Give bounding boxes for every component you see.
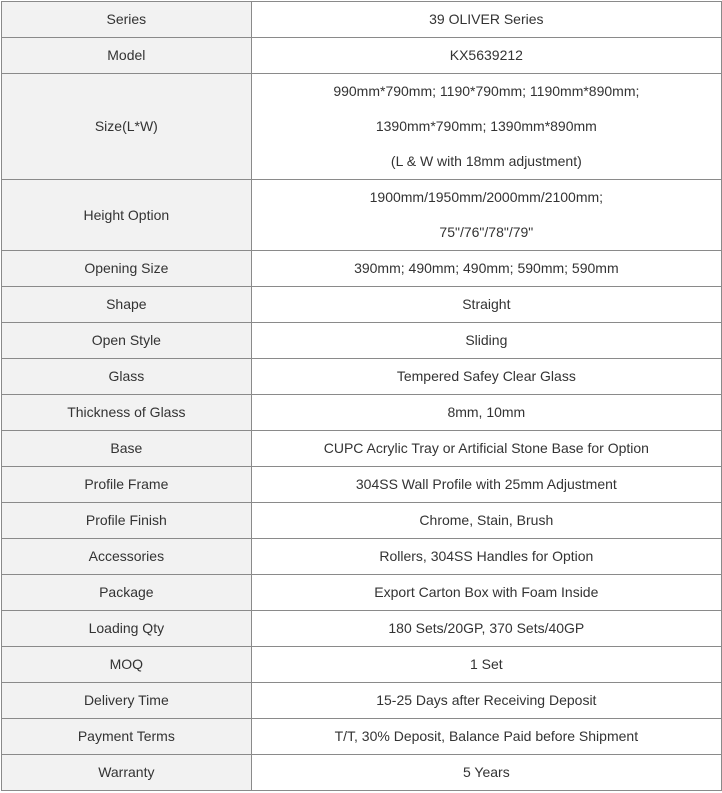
table-row-profile-frame: [2, 467, 722, 503]
profile-finish-label: Profile Finish: [2, 503, 252, 539]
series-label: Series: [2, 2, 252, 38]
table-row-size: [2, 74, 722, 180]
table-row-package: [2, 575, 722, 611]
shape-value: Straight: [251, 287, 721, 323]
table-row-delivery-time: [2, 683, 722, 719]
table-row-series: [2, 2, 722, 38]
size-value: [251, 74, 721, 180]
base-label: Base: [2, 431, 252, 467]
table-row-thickness: [2, 395, 722, 431]
base-value: CUPC Acrylic Tray or Artificial Stone Base for Option: [251, 431, 721, 467]
size-value-note: (L & W with 18mm adjustment): [390, 153, 582, 169]
glass-label: Glass: [2, 359, 252, 395]
delivery-time-label: Delivery Time: [2, 683, 252, 719]
warranty-value: 5 Years: [251, 755, 721, 791]
warranty-label: Warranty: [2, 755, 252, 791]
loading-qty-value: 180 Sets/20GP, 370 Sets/40GP: [251, 611, 721, 647]
table-row-accessories: [2, 539, 722, 575]
accessories-value: Rollers, 304SS Handles for Option: [251, 539, 721, 575]
opening-size-value: 390mm; 490mm; 490mm; 590mm; 590mm: [251, 251, 721, 287]
height-option-label: Height Option: [2, 180, 252, 251]
table-row-height-option: [2, 180, 722, 251]
open-style-label: Open Style: [2, 323, 252, 359]
loading-qty-label: Loading Qty: [2, 611, 252, 647]
delivery-time-value: 15-25 Days after Receiving Deposit: [251, 683, 721, 719]
table-row-model: [2, 38, 722, 74]
table-row-opening-size: [2, 251, 722, 287]
height-option-value-line: 1900mm/1950mm/2000mm/2100mm;: [369, 189, 604, 205]
table-row-base: [2, 431, 722, 467]
size-value-line: 1390mm*790mm; 1390mm*890mm: [375, 118, 597, 134]
table-row-loading-qty: [2, 611, 722, 647]
package-label: Package: [2, 575, 252, 611]
table-row-payment-terms: [2, 719, 722, 755]
shape-label: Shape: [2, 287, 252, 323]
model-value: KX5639212: [251, 38, 721, 74]
open-style-value: Sliding: [251, 323, 721, 359]
accessories-label: Accessories: [2, 539, 252, 575]
profile-frame-label: Profile Frame: [2, 467, 252, 503]
table-row-open-style: [2, 323, 722, 359]
height-option-value: [251, 180, 721, 251]
thickness-value: 8mm, 10mm: [251, 395, 721, 431]
table-row-shape: [2, 287, 722, 323]
glass-value: Tempered Safey Clear Glass: [251, 359, 721, 395]
spec-table: [1, 1, 722, 791]
opening-size-label: Opening Size: [2, 251, 252, 287]
profile-finish-value: Chrome, Stain, Brush: [251, 503, 721, 539]
table-row-warranty: [2, 755, 722, 791]
height-option-value-line: 75"/76"/78"/79": [439, 224, 534, 240]
moq-label: MOQ: [2, 647, 252, 683]
size-value-line: 990mm*790mm; 1190*790mm; 1190mm*890mm;: [333, 83, 640, 99]
payment-terms-label: Payment Terms: [2, 719, 252, 755]
model-label: Model: [2, 38, 252, 74]
series-value: 39 OLIVER Series: [251, 2, 721, 38]
table-row-profile-finish: [2, 503, 722, 539]
size-label: Size(L*W): [2, 74, 252, 180]
package-value: Export Carton Box with Foam Inside: [251, 575, 721, 611]
table-row-glass: [2, 359, 722, 395]
moq-value: 1 Set: [251, 647, 721, 683]
profile-frame-value: 304SS Wall Profile with 25mm Adjustment: [251, 467, 721, 503]
payment-terms-value: T/T, 30% Deposit, Balance Paid before Shipment: [251, 719, 721, 755]
table-row-moq: [2, 647, 722, 683]
thickness-label: Thickness of Glass: [2, 395, 252, 431]
